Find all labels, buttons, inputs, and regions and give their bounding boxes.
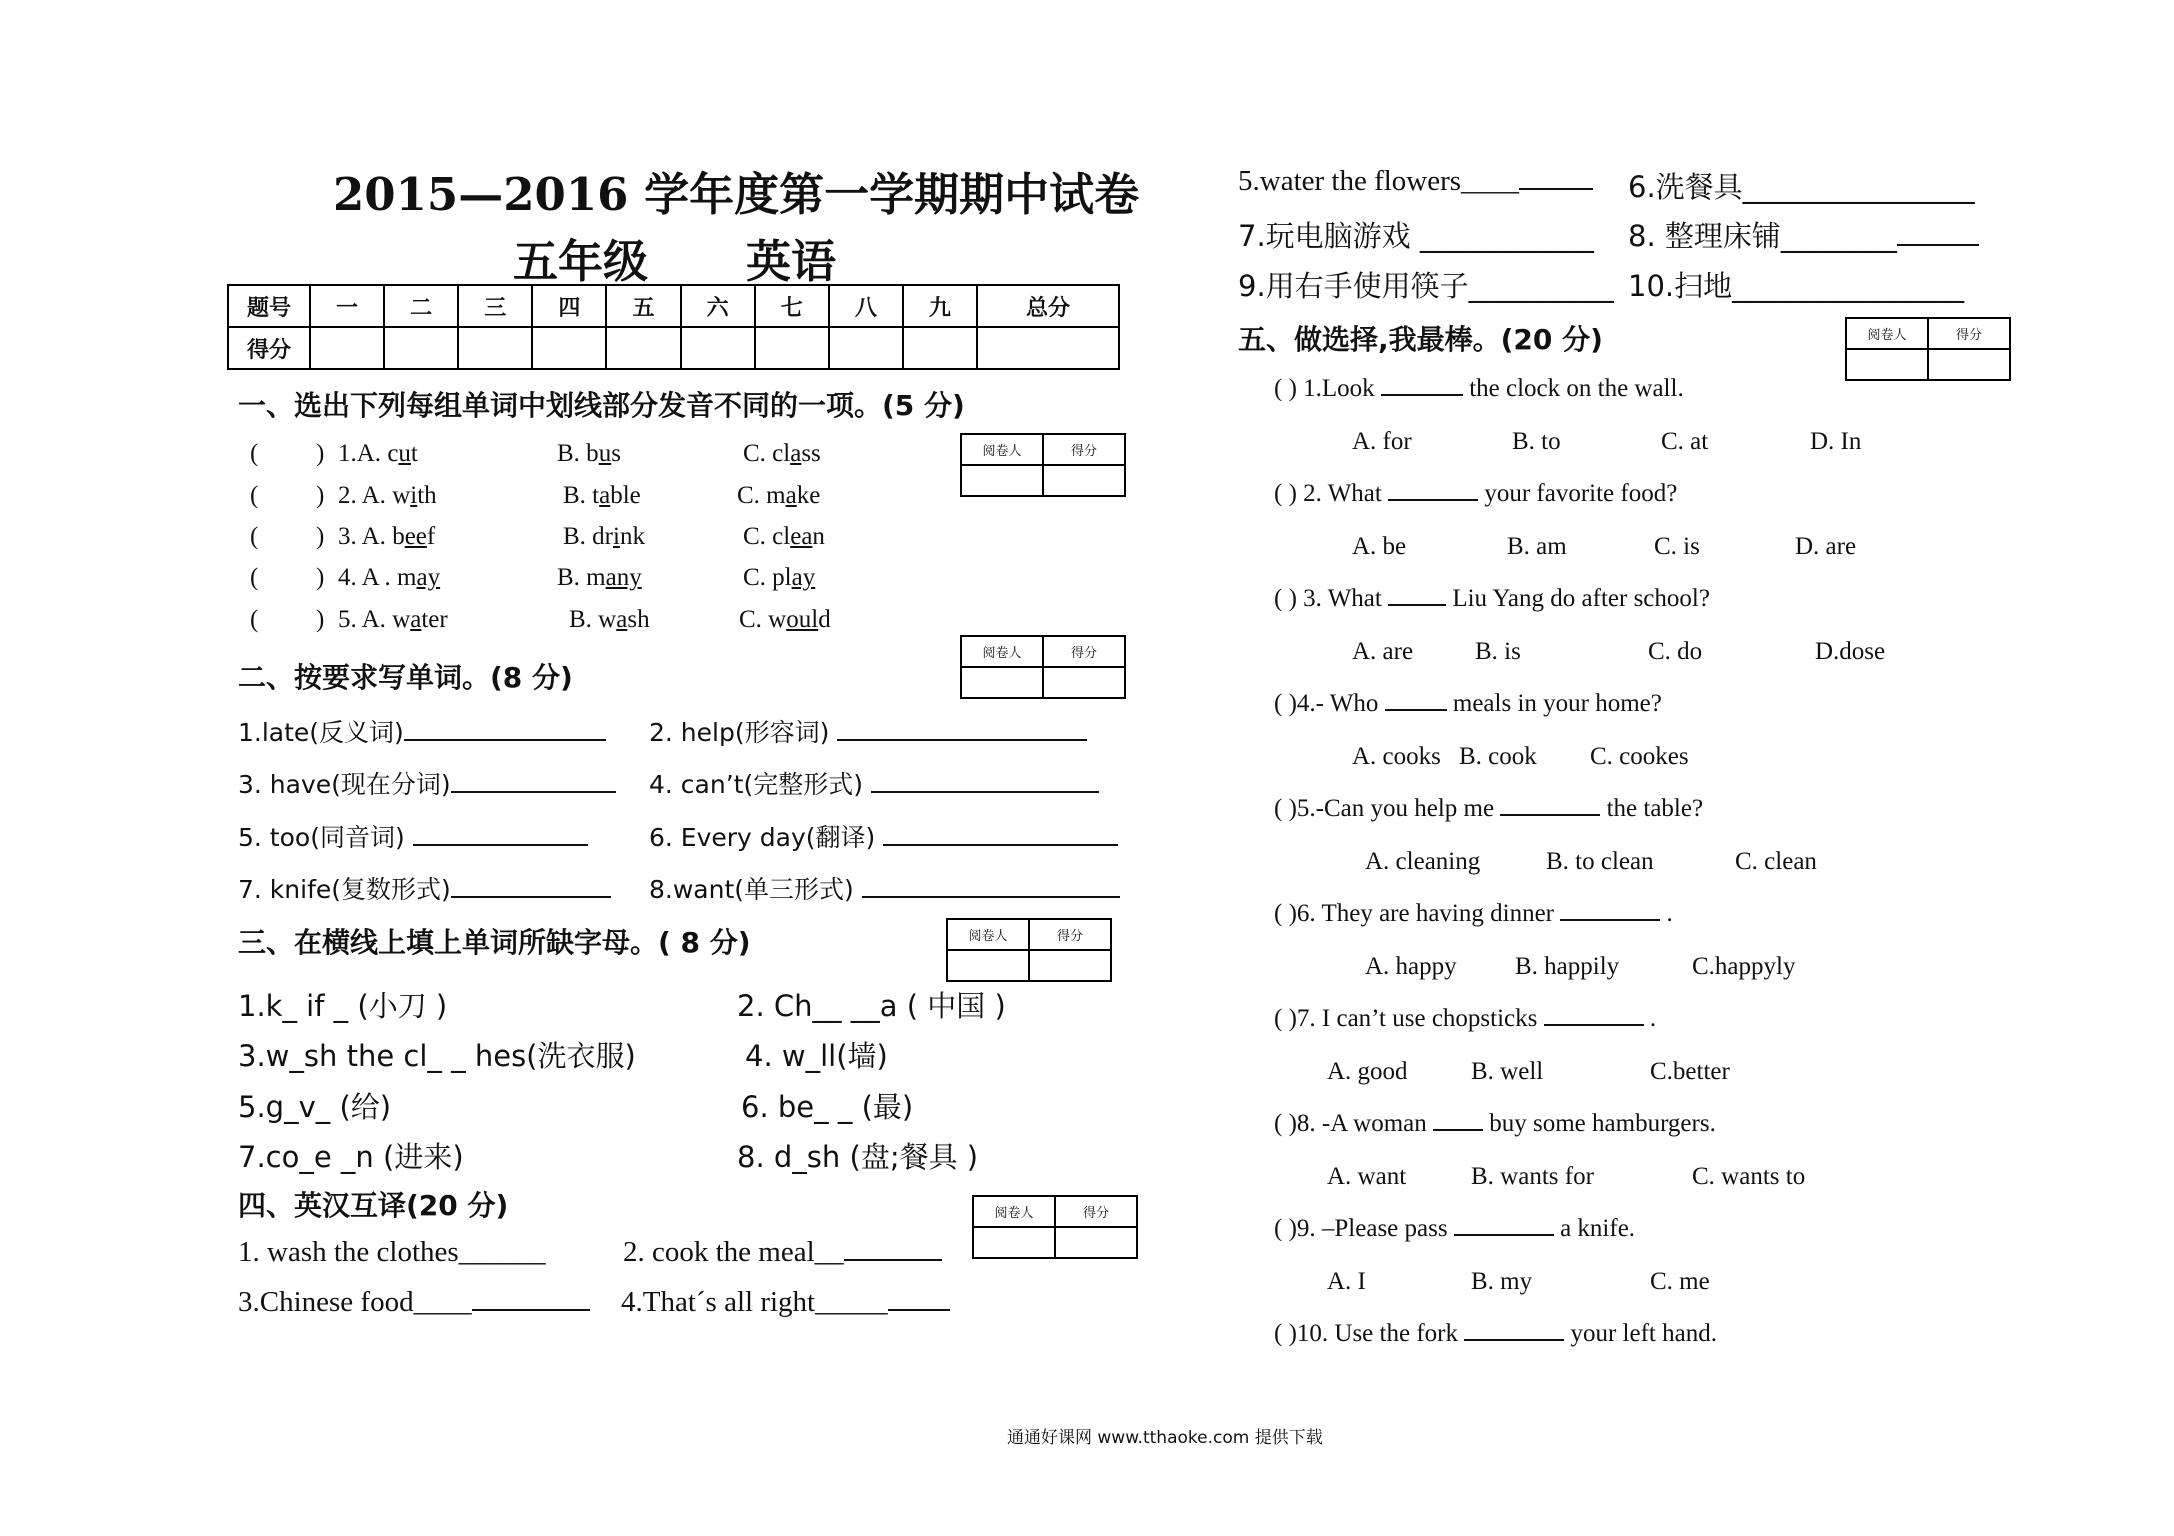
score-col-8: 八 bbox=[829, 285, 903, 327]
question-stem: )5.-Can you help me bbox=[1288, 795, 1501, 822]
answer-blank[interactable] bbox=[1500, 813, 1600, 816]
s5-q7-option-b[interactable]: B. well bbox=[1471, 1058, 1544, 1085]
question-stem-end: your left hand. bbox=[1564, 1320, 1717, 1347]
s4-item-text: 5.water the flowers____ bbox=[1238, 165, 1520, 197]
score-table-header-label: 题号 bbox=[228, 285, 310, 327]
grader-box bbox=[946, 918, 1112, 982]
score-cell[interactable] bbox=[458, 327, 532, 369]
grader-person-label: 阅卷人 bbox=[961, 434, 1043, 465]
answer-paren[interactable]: ( ) bbox=[1274, 375, 1304, 402]
question-stem-end: buy some hamburgers. bbox=[1483, 1110, 1716, 1137]
s5-question-2 bbox=[1274, 480, 1677, 508]
s1-paren-close: ) bbox=[316, 606, 325, 633]
section5-heading: 五、做选择,我最棒。(20 分) bbox=[1238, 323, 1603, 356]
answer-blank[interactable] bbox=[1388, 498, 1478, 501]
grader-score-label: 得分 bbox=[1928, 318, 2010, 349]
answer-paren[interactable]: ( ) bbox=[1274, 585, 1304, 612]
s5-q4-option-b[interactable]: B. cook bbox=[1459, 743, 1537, 770]
answer-line[interactable] bbox=[844, 1258, 942, 1261]
s5-q8-option-b[interactable]: B. wants for bbox=[1471, 1163, 1594, 1190]
s5-q1-option-d[interactable]: D. In bbox=[1810, 428, 1862, 455]
grader-box bbox=[960, 635, 1126, 699]
score-col-4: 四 bbox=[532, 285, 606, 327]
s1-option-c bbox=[743, 440, 821, 468]
question-stem: )10. Use the fork bbox=[1288, 1320, 1465, 1347]
s4-item-10: 10.扫地________________ bbox=[1628, 269, 1965, 303]
s4-item-8 bbox=[1628, 214, 1979, 255]
underlined-letters: a bbox=[410, 606, 422, 633]
s2-item-text: 1.late(反义词) bbox=[238, 718, 404, 747]
score-col-1: 一 bbox=[310, 285, 384, 327]
grader-person-label: 阅卷人 bbox=[1846, 318, 1928, 349]
option-c-word: C. would bbox=[739, 606, 831, 633]
s3-item-3: 3.w_sh the cl_ _ hes(洗衣服) bbox=[238, 1039, 636, 1073]
s4-item-1: 1. wash the clothes______ bbox=[238, 1236, 546, 1268]
grader-score-label: 得分 bbox=[1055, 1196, 1137, 1227]
underlined-letters: any bbox=[605, 564, 642, 591]
answer-line[interactable] bbox=[472, 1308, 590, 1311]
s4-item-text: 2. cook the meal__ bbox=[623, 1236, 844, 1268]
s2-item-text: 6. Every day(翻译) bbox=[649, 823, 876, 852]
underlined-letters: a bbox=[599, 482, 611, 509]
s1-option-c bbox=[743, 564, 815, 592]
s4-item-text: 3.Chinese food____ bbox=[238, 1286, 472, 1318]
grader-person-label: 阅卷人 bbox=[973, 1196, 1055, 1227]
score-cell[interactable] bbox=[532, 327, 606, 369]
score-col-total: 总分 bbox=[977, 285, 1119, 327]
section3-heading: 三、在横线上填上单词所缺字母。( 8 分) bbox=[238, 926, 751, 959]
s3-item-2: 2. Ch__ __a ( 中国 ) bbox=[737, 989, 1006, 1023]
answer-blank[interactable] bbox=[1433, 1128, 1483, 1131]
answer-blank[interactable] bbox=[1560, 918, 1660, 921]
s5-q6-option-c[interactable]: C.happyly bbox=[1692, 953, 1796, 980]
score-cell[interactable] bbox=[681, 327, 755, 369]
s1-option-a bbox=[338, 482, 437, 510]
grader-person-label: 阅卷人 bbox=[947, 919, 1029, 950]
s1-paren-close: ) bbox=[316, 482, 325, 509]
answer-line[interactable] bbox=[837, 738, 1087, 741]
s4-item-2 bbox=[623, 1236, 942, 1269]
option-b-word: B. bus bbox=[557, 440, 621, 467]
s4-item-4 bbox=[621, 1286, 950, 1319]
score-table bbox=[227, 284, 1120, 370]
s3-item-1: 1.k_ if _ (小刀 ) bbox=[238, 989, 448, 1023]
answer-paren[interactable]: ( bbox=[1274, 900, 1289, 927]
option-b-word: B. wash bbox=[569, 606, 650, 633]
underlined-letters: oul bbox=[786, 606, 819, 633]
grader-score-cell[interactable] bbox=[1043, 465, 1125, 496]
underlined-letters: a bbox=[790, 440, 802, 467]
s5-q1-option-b[interactable]: B. to bbox=[1512, 428, 1561, 455]
answer-blank[interactable] bbox=[1454, 1233, 1554, 1236]
s2-item-3 bbox=[238, 765, 616, 801]
score-cell[interactable] bbox=[384, 327, 458, 369]
s5-q4-option-a[interactable]: A. cooks bbox=[1352, 743, 1441, 770]
s3-item-5: 5.g_v_ (给) bbox=[238, 1090, 392, 1124]
s4-item-3 bbox=[238, 1286, 590, 1319]
s3-item-7: 7.co_e _n (进来) bbox=[238, 1140, 464, 1174]
s5-q2-option-b[interactable]: B. am bbox=[1507, 533, 1567, 560]
score-table-row-label: 得分 bbox=[228, 327, 310, 369]
answer-line[interactable] bbox=[413, 843, 588, 846]
s5-q5-option-b[interactable]: B. to clean bbox=[1546, 848, 1654, 875]
score-cell[interactable] bbox=[829, 327, 903, 369]
s4-item-6: 6.洗餐具________________ bbox=[1628, 170, 1975, 204]
option-a-word: with bbox=[392, 482, 437, 509]
score-cell[interactable] bbox=[977, 327, 1119, 369]
option-a-word: may bbox=[397, 564, 441, 591]
s3-item-4: 4. w_ll(墙) bbox=[745, 1039, 888, 1073]
underlined-letters: a bbox=[616, 606, 628, 633]
answer-paren[interactable]: ( bbox=[1274, 1005, 1289, 1032]
s5-q4-option-c[interactable]: C. cookes bbox=[1590, 743, 1689, 770]
s5-question-5 bbox=[1274, 795, 1703, 823]
s5-q5-option-a[interactable]: A. cleaning bbox=[1365, 848, 1481, 875]
answer-line[interactable] bbox=[888, 1308, 950, 1311]
s5-q2-option-c[interactable]: C. is bbox=[1654, 533, 1700, 560]
answer-blank[interactable] bbox=[1544, 1023, 1644, 1026]
answer-line[interactable] bbox=[1897, 243, 1979, 246]
grader-person-cell[interactable] bbox=[947, 950, 1029, 981]
s1-paren-open: ( bbox=[250, 440, 259, 467]
s2-item-text: 4. can’t(完整形式) bbox=[649, 770, 863, 799]
score-cell[interactable] bbox=[755, 327, 829, 369]
s1-option-a bbox=[338, 440, 418, 468]
exam-title: 2015—2016 学年度第一学期期中试卷 bbox=[333, 168, 1140, 221]
grader-box bbox=[1845, 317, 2011, 381]
underlined-letters: i bbox=[410, 482, 418, 509]
s5-q8-option-a[interactable]: A. want bbox=[1327, 1163, 1407, 1190]
option-c-word: C. play bbox=[743, 564, 816, 591]
score-col-3: 三 bbox=[458, 285, 532, 327]
s5-question-6 bbox=[1274, 900, 1673, 928]
question-stem: )6. They are having dinner bbox=[1288, 900, 1561, 927]
s3-item-6: 6. be_ _ (最) bbox=[741, 1090, 914, 1124]
s2-item-1 bbox=[238, 713, 606, 749]
question-stem: 3. What bbox=[1303, 585, 1389, 612]
score-cell[interactable] bbox=[606, 327, 680, 369]
score-cell[interactable] bbox=[310, 327, 384, 369]
grader-score-cell[interactable] bbox=[1043, 667, 1125, 698]
answer-blank[interactable] bbox=[1381, 393, 1463, 396]
s1-paren-close: ) bbox=[316, 564, 325, 591]
question-stem-end: . bbox=[1660, 900, 1673, 927]
grader-score-cell[interactable] bbox=[1928, 349, 2010, 380]
s1-number: 1.A. bbox=[338, 440, 388, 467]
s4-item-5 bbox=[1238, 165, 1593, 198]
s1-number: 5. A. bbox=[338, 606, 393, 633]
section2-heading: 二、按要求写单词。(8 分) bbox=[238, 661, 573, 694]
grader-score-cell[interactable] bbox=[1055, 1227, 1137, 1258]
underlined-letters: i bbox=[613, 523, 620, 550]
s4-item-7: 7.玩电脑游戏 ____________ bbox=[1238, 219, 1594, 253]
option-c-word: C. class bbox=[743, 440, 821, 467]
question-stem: 1.Look bbox=[1303, 375, 1381, 402]
answer-blank[interactable] bbox=[1388, 603, 1446, 606]
s5-question-8 bbox=[1274, 1110, 1716, 1138]
s1-number: 2. A. bbox=[338, 482, 393, 509]
s2-item-text: 5. too(同音词) bbox=[238, 823, 405, 852]
question-stem: )7. I can’t use chopsticks bbox=[1288, 1005, 1544, 1032]
question-stem-end: the table? bbox=[1600, 795, 1704, 822]
s5-question-4 bbox=[1274, 690, 1662, 718]
answer-paren[interactable]: ( bbox=[1274, 1215, 1289, 1242]
s5-q3-option-d[interactable]: D.dose bbox=[1815, 638, 1886, 665]
s5-q9-option-b[interactable]: B. my bbox=[1471, 1268, 1533, 1295]
grader-score-cell[interactable] bbox=[1029, 950, 1111, 981]
option-c-word: C. make bbox=[737, 482, 821, 509]
s1-option-c bbox=[737, 482, 820, 510]
answer-line[interactable] bbox=[451, 895, 611, 898]
s1-number: 4. A . bbox=[338, 564, 398, 591]
option-b-word: B. drink bbox=[563, 523, 645, 550]
s3-item-8: 8. d_sh (盘;餐具 ) bbox=[737, 1140, 979, 1174]
question-stem-end: the clock on the wall. bbox=[1462, 375, 1684, 402]
underlined-letters: ee bbox=[404, 523, 427, 550]
underlined-letters: ay bbox=[416, 564, 441, 591]
s5-q2-option-a[interactable]: A. be bbox=[1352, 533, 1407, 560]
question-stem: 2. What bbox=[1303, 480, 1389, 507]
s2-item-text: 3. have(现在分词) bbox=[238, 770, 451, 799]
question-stem-end: meals in your home? bbox=[1446, 690, 1662, 717]
s5-q8-option-c[interactable]: C. wants to bbox=[1692, 1163, 1806, 1190]
s2-item-6 bbox=[649, 818, 1118, 854]
exam-subtitle-subject: 英语 bbox=[746, 235, 837, 288]
s1-paren-open: ( bbox=[250, 606, 259, 633]
grader-person-cell[interactable] bbox=[1846, 349, 1928, 380]
s5-q9-option-c[interactable]: C. me bbox=[1650, 1268, 1710, 1295]
grader-score-label: 得分 bbox=[1029, 919, 1111, 950]
question-stem-end: a knife. bbox=[1553, 1215, 1636, 1242]
score-col-2: 二 bbox=[384, 285, 458, 327]
grader-person-cell[interactable] bbox=[973, 1227, 1055, 1258]
score-col-6: 六 bbox=[681, 285, 755, 327]
question-stem-end: Liu Yang do after school? bbox=[1446, 585, 1710, 612]
score-col-5: 五 bbox=[606, 285, 680, 327]
section4-heading: 四、英汉互译(20 分) bbox=[238, 1189, 509, 1222]
s1-option-b bbox=[563, 523, 645, 551]
underlined-letters: a bbox=[785, 482, 797, 509]
answer-paren[interactable]: ( bbox=[1274, 690, 1289, 717]
question-stem-end: your favorite food? bbox=[1478, 480, 1678, 507]
s5-question-10 bbox=[1274, 1320, 1717, 1348]
question-stem: )4.- Who bbox=[1288, 690, 1385, 717]
option-c-word: C. clean bbox=[743, 523, 825, 550]
option-b-word: B. table bbox=[563, 482, 641, 509]
answer-line[interactable] bbox=[883, 843, 1118, 846]
s5-question-9 bbox=[1274, 1215, 1635, 1243]
grader-score-label: 得分 bbox=[1043, 636, 1125, 667]
grader-person-label: 阅卷人 bbox=[961, 636, 1043, 667]
s1-option-b bbox=[563, 482, 641, 510]
underlined-letters: u bbox=[598, 440, 612, 467]
answer-blank[interactable] bbox=[1464, 1338, 1564, 1341]
score-col-9: 九 bbox=[903, 285, 977, 327]
answer-paren[interactable]: ( bbox=[1274, 1110, 1289, 1137]
section1-heading: 一、选出下列每组单词中划线部分发音不同的一项。(5 分) bbox=[238, 389, 965, 422]
question-stem-end: . bbox=[1643, 1005, 1657, 1032]
answer-line[interactable] bbox=[404, 738, 606, 741]
option-a-word: cut bbox=[387, 440, 418, 467]
s1-option-a bbox=[338, 523, 435, 551]
answer-line[interactable] bbox=[451, 790, 616, 793]
s5-q9-option-a[interactable]: A. I bbox=[1327, 1268, 1366, 1295]
answer-paren[interactable]: ( bbox=[1274, 795, 1289, 822]
s2-item-5 bbox=[238, 818, 588, 854]
s5-q3-option-c[interactable]: C. do bbox=[1648, 638, 1703, 665]
s5-q6-option-b[interactable]: B. happily bbox=[1515, 953, 1620, 980]
answer-paren[interactable]: ( ) bbox=[1274, 480, 1304, 507]
answer-line[interactable] bbox=[1519, 187, 1593, 190]
grader-person-cell[interactable] bbox=[961, 667, 1043, 698]
grader-box bbox=[960, 433, 1126, 497]
s1-option-c bbox=[743, 523, 825, 551]
score-cell[interactable] bbox=[903, 327, 977, 369]
s4-item-9: 9.用右手使用筷子__________ bbox=[1238, 269, 1614, 303]
footer-note: 通通好课网 www.tthaoke.com 提供下载 bbox=[1007, 1428, 1323, 1448]
s1-paren-open: ( bbox=[250, 482, 259, 509]
score-col-7: 七 bbox=[755, 285, 829, 327]
s1-paren-close: ) bbox=[316, 440, 325, 467]
s2-item-8 bbox=[649, 870, 1120, 906]
s5-q2-option-d[interactable]: D. are bbox=[1795, 533, 1857, 560]
s1-number: 3. A. bbox=[338, 523, 393, 550]
s1-option-a bbox=[338, 606, 448, 634]
s4-item-text: 8. 整理床铺________ bbox=[1628, 219, 1897, 253]
s5-q3-option-a[interactable]: A. are bbox=[1352, 638, 1414, 665]
grader-box bbox=[972, 1195, 1138, 1259]
underlined-letters: u bbox=[398, 440, 411, 467]
s2-item-text: 8.want(单三形式) bbox=[649, 875, 854, 904]
s5-question-7 bbox=[1274, 1005, 1656, 1033]
s2-item-text: 2. help(形容词) bbox=[649, 718, 830, 747]
answer-line[interactable] bbox=[871, 790, 1099, 793]
s1-option-b bbox=[557, 440, 621, 468]
answer-paren[interactable]: ( bbox=[1274, 1320, 1289, 1347]
answer-blank[interactable] bbox=[1385, 708, 1447, 711]
s5-q1-option-c[interactable]: C. at bbox=[1661, 428, 1709, 455]
underlined-letters: ay bbox=[791, 564, 816, 591]
s2-item-7 bbox=[238, 870, 611, 906]
s5-question-3 bbox=[1274, 585, 1710, 613]
s1-paren-close: ) bbox=[316, 523, 325, 550]
s5-q7-option-a[interactable]: A. good bbox=[1327, 1058, 1408, 1085]
s5-q7-option-c[interactable]: C.better bbox=[1650, 1058, 1730, 1085]
s1-option-a bbox=[338, 564, 440, 592]
s5-q5-option-c[interactable]: C. clean bbox=[1735, 848, 1817, 875]
s1-option-b bbox=[569, 606, 650, 634]
s2-item-4 bbox=[649, 765, 1099, 801]
s2-item-2 bbox=[649, 713, 1087, 749]
exam-subtitle-grade: 五年级 bbox=[513, 235, 649, 288]
s5-q6-option-a[interactable]: A. happy bbox=[1365, 953, 1457, 980]
option-a-word: water bbox=[392, 606, 448, 633]
question-stem: )8. -A woman bbox=[1288, 1110, 1433, 1137]
underlined-letters: ea bbox=[790, 523, 813, 550]
s5-q3-option-b[interactable]: B. is bbox=[1475, 638, 1521, 665]
s2-item-text: 7. knife(复数形式) bbox=[238, 875, 451, 904]
answer-line[interactable] bbox=[862, 895, 1120, 898]
s1-paren-open: ( bbox=[250, 564, 259, 591]
s5-q1-option-a[interactable]: A. for bbox=[1352, 428, 1412, 455]
grader-person-cell[interactable] bbox=[961, 465, 1043, 496]
s1-option-b bbox=[557, 564, 642, 592]
s4-item-text: 4.That´s all right_____ bbox=[621, 1286, 888, 1318]
s1-option-c bbox=[739, 606, 831, 634]
grader-score-label: 得分 bbox=[1043, 434, 1125, 465]
s1-paren-open: ( bbox=[250, 523, 259, 550]
option-b-word: B. many bbox=[557, 564, 642, 591]
option-a-word: beef bbox=[392, 523, 436, 550]
question-stem: )9. –Please pass bbox=[1288, 1215, 1454, 1242]
s5-question-1 bbox=[1274, 375, 1684, 403]
